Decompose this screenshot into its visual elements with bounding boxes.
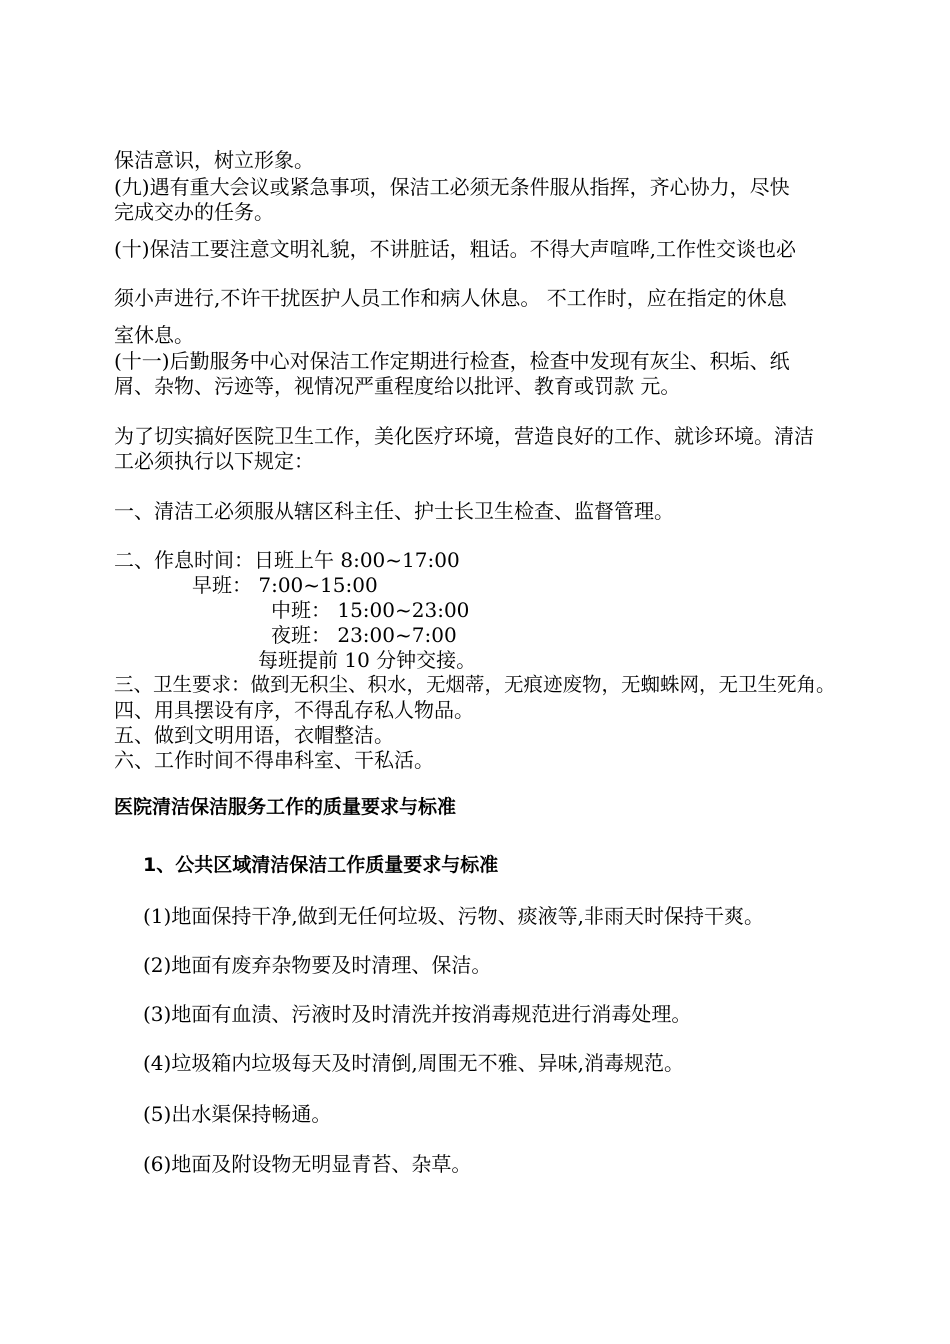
rule-line: 一、清洁工必须服从辖区科主任、护士长卫生检查、监督管理。 (114, 499, 674, 523)
list-item: (5)出水渠保持畅通。 (143, 1102, 332, 1126)
text-line: 须小声进行,不许干扰医护人员工作和病人休息。 不工作时，应在指定的休息 (114, 286, 787, 310)
intro-line: 为了切实搞好医院卫生工作，美化医疗环境，营造良好的工作、就诊环境。清洁 (114, 424, 814, 448)
list-item: (4)垃圾箱内垃圾每天及时清倒,周围无不雅、异味,消毒规范。 (143, 1051, 685, 1075)
rule-line: 三、卫生要求：做到无积尘、积水，无烟蒂，无痕迹废物，无蜘蛛网，无卫生死角。 (114, 673, 836, 696)
rule-line: 二、作息时间：日班上午 8:00~17:00 (114, 548, 460, 572)
section-subtitle: 1、公共区域清洁保洁工作质量要求与标准 (143, 854, 499, 876)
text-line: (十一)后勤服务中心对保洁工作定期进行检查，检查中发现有灰尘、积垢、纸 (114, 349, 790, 373)
rule-line: 四、用具摆设有序，不得乱存私人物品。 (114, 698, 474, 722)
text-line: 保洁意识，树立形象。 (114, 148, 314, 172)
text-line: 完成交办的任务。 (114, 200, 274, 224)
list-item: (2)地面有废弃杂物要及时清理、保洁。 (143, 953, 492, 977)
rule-line: 六、工作时间不得串科室、干私活。 (114, 748, 434, 772)
text-line: (十)保洁工要注意文明礼貌，不讲脏话，粗话。不得大声喧哗,工作性交谈也必 (114, 237, 796, 261)
list-item: (3)地面有血渍、污液时及时清洗并按消毒规范进行消毒处理。 (143, 1002, 692, 1026)
shift-night: 夜班： 23:00~7:00 (271, 623, 457, 647)
rule-line: 五、做到文明用语，衣帽整洁。 (114, 723, 394, 747)
list-item: (6)地面及附设物无明显青苔、杂草。 (143, 1152, 472, 1176)
text-line: 室休息。 (114, 323, 194, 347)
text-line: 屑、杂物、污迹等，视情况严重程度给以批评、教育或罚款 元。 (114, 374, 681, 398)
shift-mid: 中班： 15:00~23:00 (271, 598, 470, 622)
handover-note: 每班提前 10 分钟交接。 (258, 648, 477, 672)
list-item: (1)地面保持干净,做到无任何垃圾、污物、痰液等,非雨天时保持干爽。 (143, 904, 765, 928)
text-line: (九)遇有重大会议或紧急事项，保洁工必须无条件服从指挥，齐心协力，尽快 (114, 175, 790, 199)
section-title: 医院清洁保洁服务工作的质量要求与标准 (114, 796, 457, 818)
shift-early: 早班： 7:00~15:00 (192, 573, 378, 597)
intro-line: 工必须执行以下规定： (114, 449, 314, 473)
